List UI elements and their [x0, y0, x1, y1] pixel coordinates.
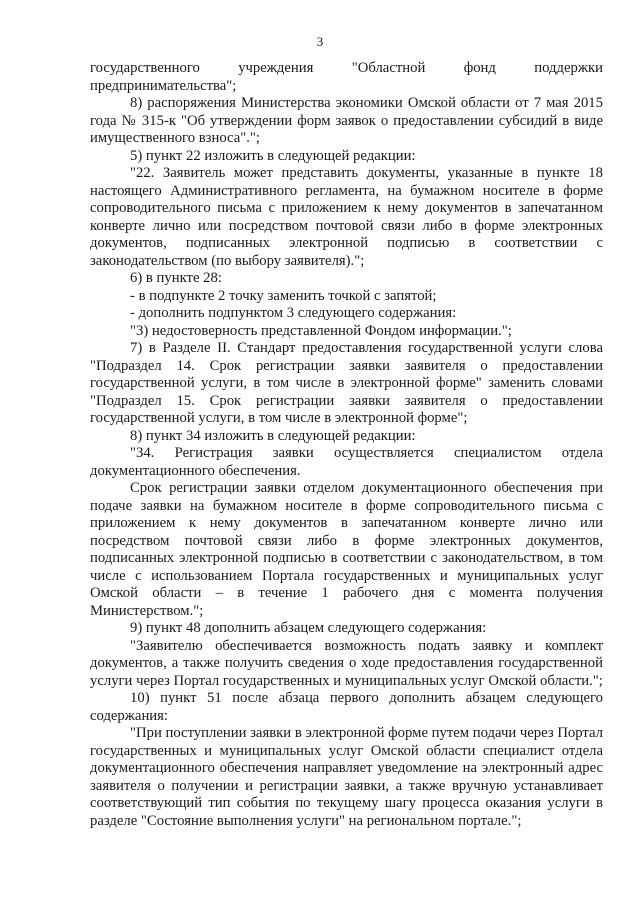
paragraph: "3) недостоверность представленной Фондом информации.";	[130, 322, 512, 339]
paragraph: "При поступлении заявки в электронной форме путем подачи через Портал государственных и муниципальных услуг Омской области специалист отдела документационного обеспечения направляет уведомление на электронный адрес заявителя о получении и регистрации заявки, а также вручную устанавливает соответствующий тип события по текущему шагу процесса оказания услуги в разделе "Состояние выполнения услуги" на региональном портале.";	[90, 725, 603, 829]
paragraph: 7) в Разделе II. Стандарт предоставления государственной услуги слова "Подраздел 14. Срок регистрации заявки заявителя о предоставлении государственной услуги, в том числе в электронной форме" заменить словами "Подраздел 15. Срок регистрации заявки заявителя о предоставлении государственной услуги, в том числе в электронной форме";	[90, 340, 603, 426]
paragraph: - в подпункте 2 точку заменить точкой с запятой;	[130, 287, 437, 304]
paragraph: Срок регистрации заявки отделом документационного обеспечения при подаче заявки на бумажном носителе в форме сопроводительного письма с приложением к нему документов в запечатанном конверте лично или посредством почтовой связи либо в форме электронных документов, подписанных электронной подписью в соответствии с законодательством, в том числе с использованием Портала государственных и муниципальных услуг Омской области – в течение 1 рабочего дня с момента получения Министерством.";	[90, 480, 603, 619]
paragraph: 8) пункт 34 изложить в следующей редакции:	[130, 427, 416, 444]
paragraph: 9) пункт 48 дополнить абзацем следующего содержания:	[130, 620, 487, 636]
paragraph: "Заявителю обеспечивается возможность подать заявку и комплект документов, а также получить сведения о ходе предоставления государственной услуги через Портал государственных и муниципальных услуг Омской области.";	[90, 637, 603, 689]
paragraph: 5) пункт 22 изложить в следующей редакции:	[130, 147, 416, 164]
paragraph: 10) пункт 51 после абзаца первого дополнить абзацем следующего содержания:	[90, 690, 603, 724]
paragraph: 6) в пункте 28:	[130, 270, 222, 286]
document-body	[90, 60, 603, 830]
paragraph: "34. Регистрация заявки осуществляется специалистом отдела документационного обеспечения.	[90, 445, 603, 479]
page-number: 3	[316, 34, 324, 49]
paragraph: 8) распоряжения Министерства экономики Омской области от 7 мая 2015 года № 315-к "Об утверждении форм заявок о предоставлении субсидий в виде имущественного взноса".";	[90, 95, 603, 146]
paragraph: "22. Заявитель может представить документы, указанные в пункте 18 настоящего Административного регламента, на бумажном носителе в форме сопроводительного письма с приложением к нему документов в запечатанном конверте лично или посредством почтовой связи либо в форме электронных документов, подписанных электронной подписью в соответствии с законодательством (по выбору заявителя).";	[90, 165, 603, 269]
paragraph: - дополнить подпунктом 3 следующего содержания:	[130, 305, 457, 321]
paragraph: государственного учреждения "Областной фонд поддержки предпринимательства";	[90, 60, 603, 94]
